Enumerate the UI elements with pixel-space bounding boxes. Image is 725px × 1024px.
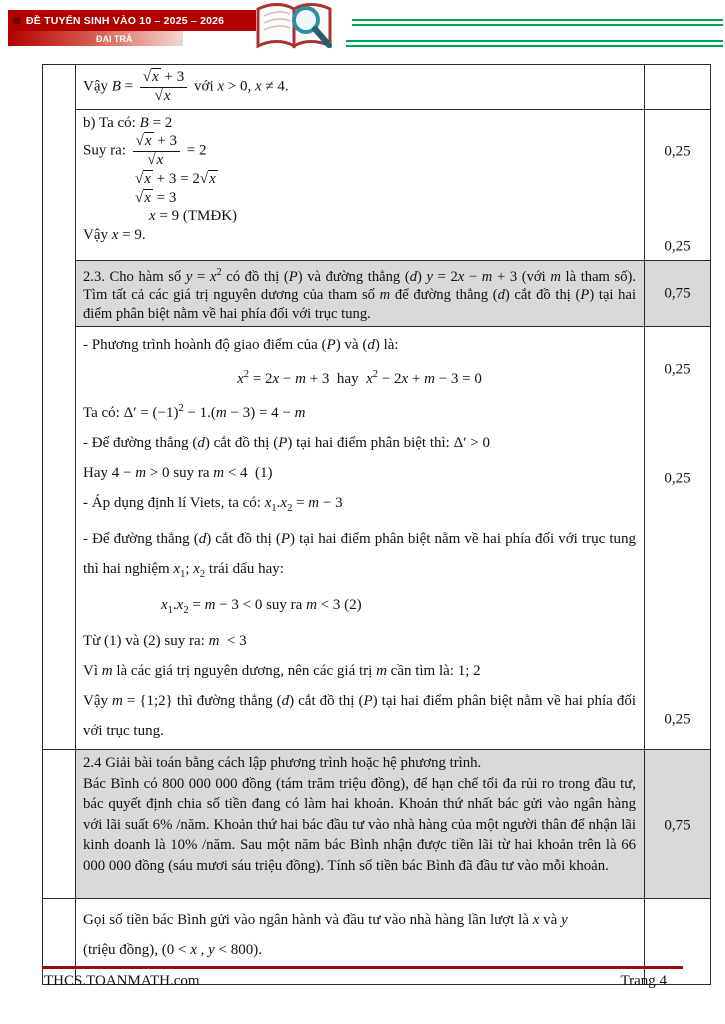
content-line: - Để đường thẳng (d) cắt đồ thị (P) tại hai điểm phân biệt nằm về hai phía đối với trục tung thì hai nghiệm $x_1$; $x_2$ trái dấu hay: [83, 531, 636, 581]
fraction: $\frac{√x + 3}{√x}$ [140, 69, 187, 106]
answer-key-table [42, 64, 711, 985]
question-number-cell [43, 109, 76, 260]
sqrt-symbol: √x [199, 171, 216, 187]
content-line: Vậy x = 9. [83, 226, 146, 243]
points-value: 0,75 [664, 285, 691, 302]
banner-subtitle-label: ĐẠI TRÀ [96, 33, 133, 44]
sqrt-symbol: √x [135, 171, 151, 187]
exam-banner-subtitle [8, 31, 183, 46]
points-cell [645, 109, 710, 260]
sqrt-symbol: √x [135, 189, 151, 206]
row-b-solve [76, 109, 645, 260]
decorative-line [346, 45, 723, 47]
content-line: Hay 4 − m > 0 suy ra m < 4 (1) [83, 465, 273, 482]
footer-rule [42, 966, 683, 969]
content-line: Vậy B = $\frac{√x + 3}{√x}$ với x > 0, x ≠ 4. [83, 68, 289, 104]
content-line: Bác Bình có 800 000 000 đồng (tám trăm triệu đồng), để hạn chế tối đa rủi ro trong đầu tư, bác quyết định chia số tiền đang có làm hai khoản. Khoản thứ nhất bác gửi vào ngân hàng với lãi suất 6% /năm. Khoản thứ hai bác đầu tư vào nhà hàng của một người thân để nhận lãi kinh doanh là 10% /năm. Sau một năm bác Bình nhận được tiền lãi từ hai khoản trên là 66 000 000 đồng (sáu mươi sáu triệu đồng). Tính số tiền bác Bình đã đầu tư vào mỗi khoản. [83, 775, 636, 874]
row-b-conclusion [76, 65, 645, 109]
content-line: 2.4 Giải bài toán bằng cách lập phương trình hoặc hệ phương trình. [83, 755, 482, 772]
content-line: √x + 3 = 2√x [135, 171, 216, 187]
content-line: - Phương trình hoành độ giao điểm của (P) và (d) là: [83, 337, 399, 354]
exam-banner [8, 10, 256, 31]
points-value: 0,25 [664, 143, 691, 160]
question-number-cell [43, 260, 76, 326]
decorative-line [346, 40, 723, 42]
content-line: Gọi số tiền bác Bình gửi vào ngân hành và đầu tư vào nhà hàng lần lượt là x và y [83, 912, 568, 929]
content-line: Vì m là các giá trị nguyên dương, nên các giá trị m cần tìm là: 1; 2 [83, 663, 481, 680]
question-number-cell [43, 749, 76, 898]
content-line: $x_1.x_2 = m - 3 < 0$ suy ra m < 3 (2) [161, 597, 362, 617]
points-value: 0,75 [664, 817, 691, 834]
points-value: 0,25 [664, 238, 691, 254]
points-cell [645, 65, 710, 109]
content-line: x = 9 (TMĐK) [149, 208, 238, 224]
sqrt-symbol: √x [147, 152, 164, 169]
decorative-line [352, 24, 723, 26]
row-question-2-3 [76, 260, 645, 326]
question-number-cell [43, 65, 76, 109]
content-line: Vậy m = {1;2} thì đường thẳng (d) cắt đồ thị (P) tại hai điểm phân biệt nằm về hai phía đối với trục tung. [83, 693, 636, 740]
content-line: b) Ta có: B = 2 [83, 114, 173, 131]
points-cell [645, 749, 710, 898]
points-value: 0,25 [664, 361, 691, 378]
sqrt-symbol: √x [135, 133, 152, 149]
book-magnifier-logo [250, 0, 342, 58]
row-question-2-4 [76, 749, 645, 898]
content-line: √x = 3 [135, 189, 177, 206]
banner-title: ĐỀ TUYỂN SINH VÀO 10 – 2025 – 2026 [26, 14, 225, 27]
sqrt-symbol: √x [154, 88, 171, 104]
row-solution-2-4-start [76, 898, 645, 984]
content-line: Suy ra: $\frac{√x + 3}{√x}$ = 2 [83, 133, 207, 169]
footer-page-number: Trang 4 [620, 973, 667, 989]
content-line: 2.3. Cho hàm số $y = x^2$ có đồ thị (P) và đường thẳng (d) y = 2x − m + 3 (với m là tham số). Tìm tất cả các giá trị nguyên dương của tham số m để đường thẳng (d) cắt đồ thị (P) tại hai điểm phân biệt nằm về hai phía đối với trục tung. [83, 267, 637, 322]
points-cell [645, 260, 710, 326]
points-value: 0,25 [664, 711, 691, 728]
points-cell [645, 898, 710, 984]
content-line: Ta có: $\Delta' = (-1)^2 - 1.(m - 3) = 4 - m$ [83, 403, 306, 422]
content-line: - Áp dụng định lí Viets, ta có: $x_1.x_2 = m - 3$ [83, 495, 343, 515]
points-value: 0,25 [664, 470, 691, 487]
content-line: Từ (1) và (2) suy ra: m < 3 [83, 633, 247, 650]
fraction: $\frac{√x + 3}{√x}$ [133, 133, 180, 170]
points-cell [645, 326, 710, 749]
question-number-cell [43, 326, 76, 749]
row-solution-2-3 [76, 326, 645, 749]
sqrt-symbol: √x [142, 68, 159, 85]
footer-site: THCS.TOANMATH.com [44, 973, 200, 989]
content-line: $x^2 = 2x - m + 3$ hay $x^2 - 2x + m - 3 = 0$ [237, 369, 482, 388]
content-line: - Để đường thẳng (d) cắt đồ thị (P) tại hai điểm phân biệt thì: Δ′ > 0 [83, 435, 490, 452]
question-number-cell [43, 898, 76, 984]
decorative-line [352, 19, 723, 21]
content-line: (triệu đồng), (0 < x , y < 800). [83, 942, 262, 959]
